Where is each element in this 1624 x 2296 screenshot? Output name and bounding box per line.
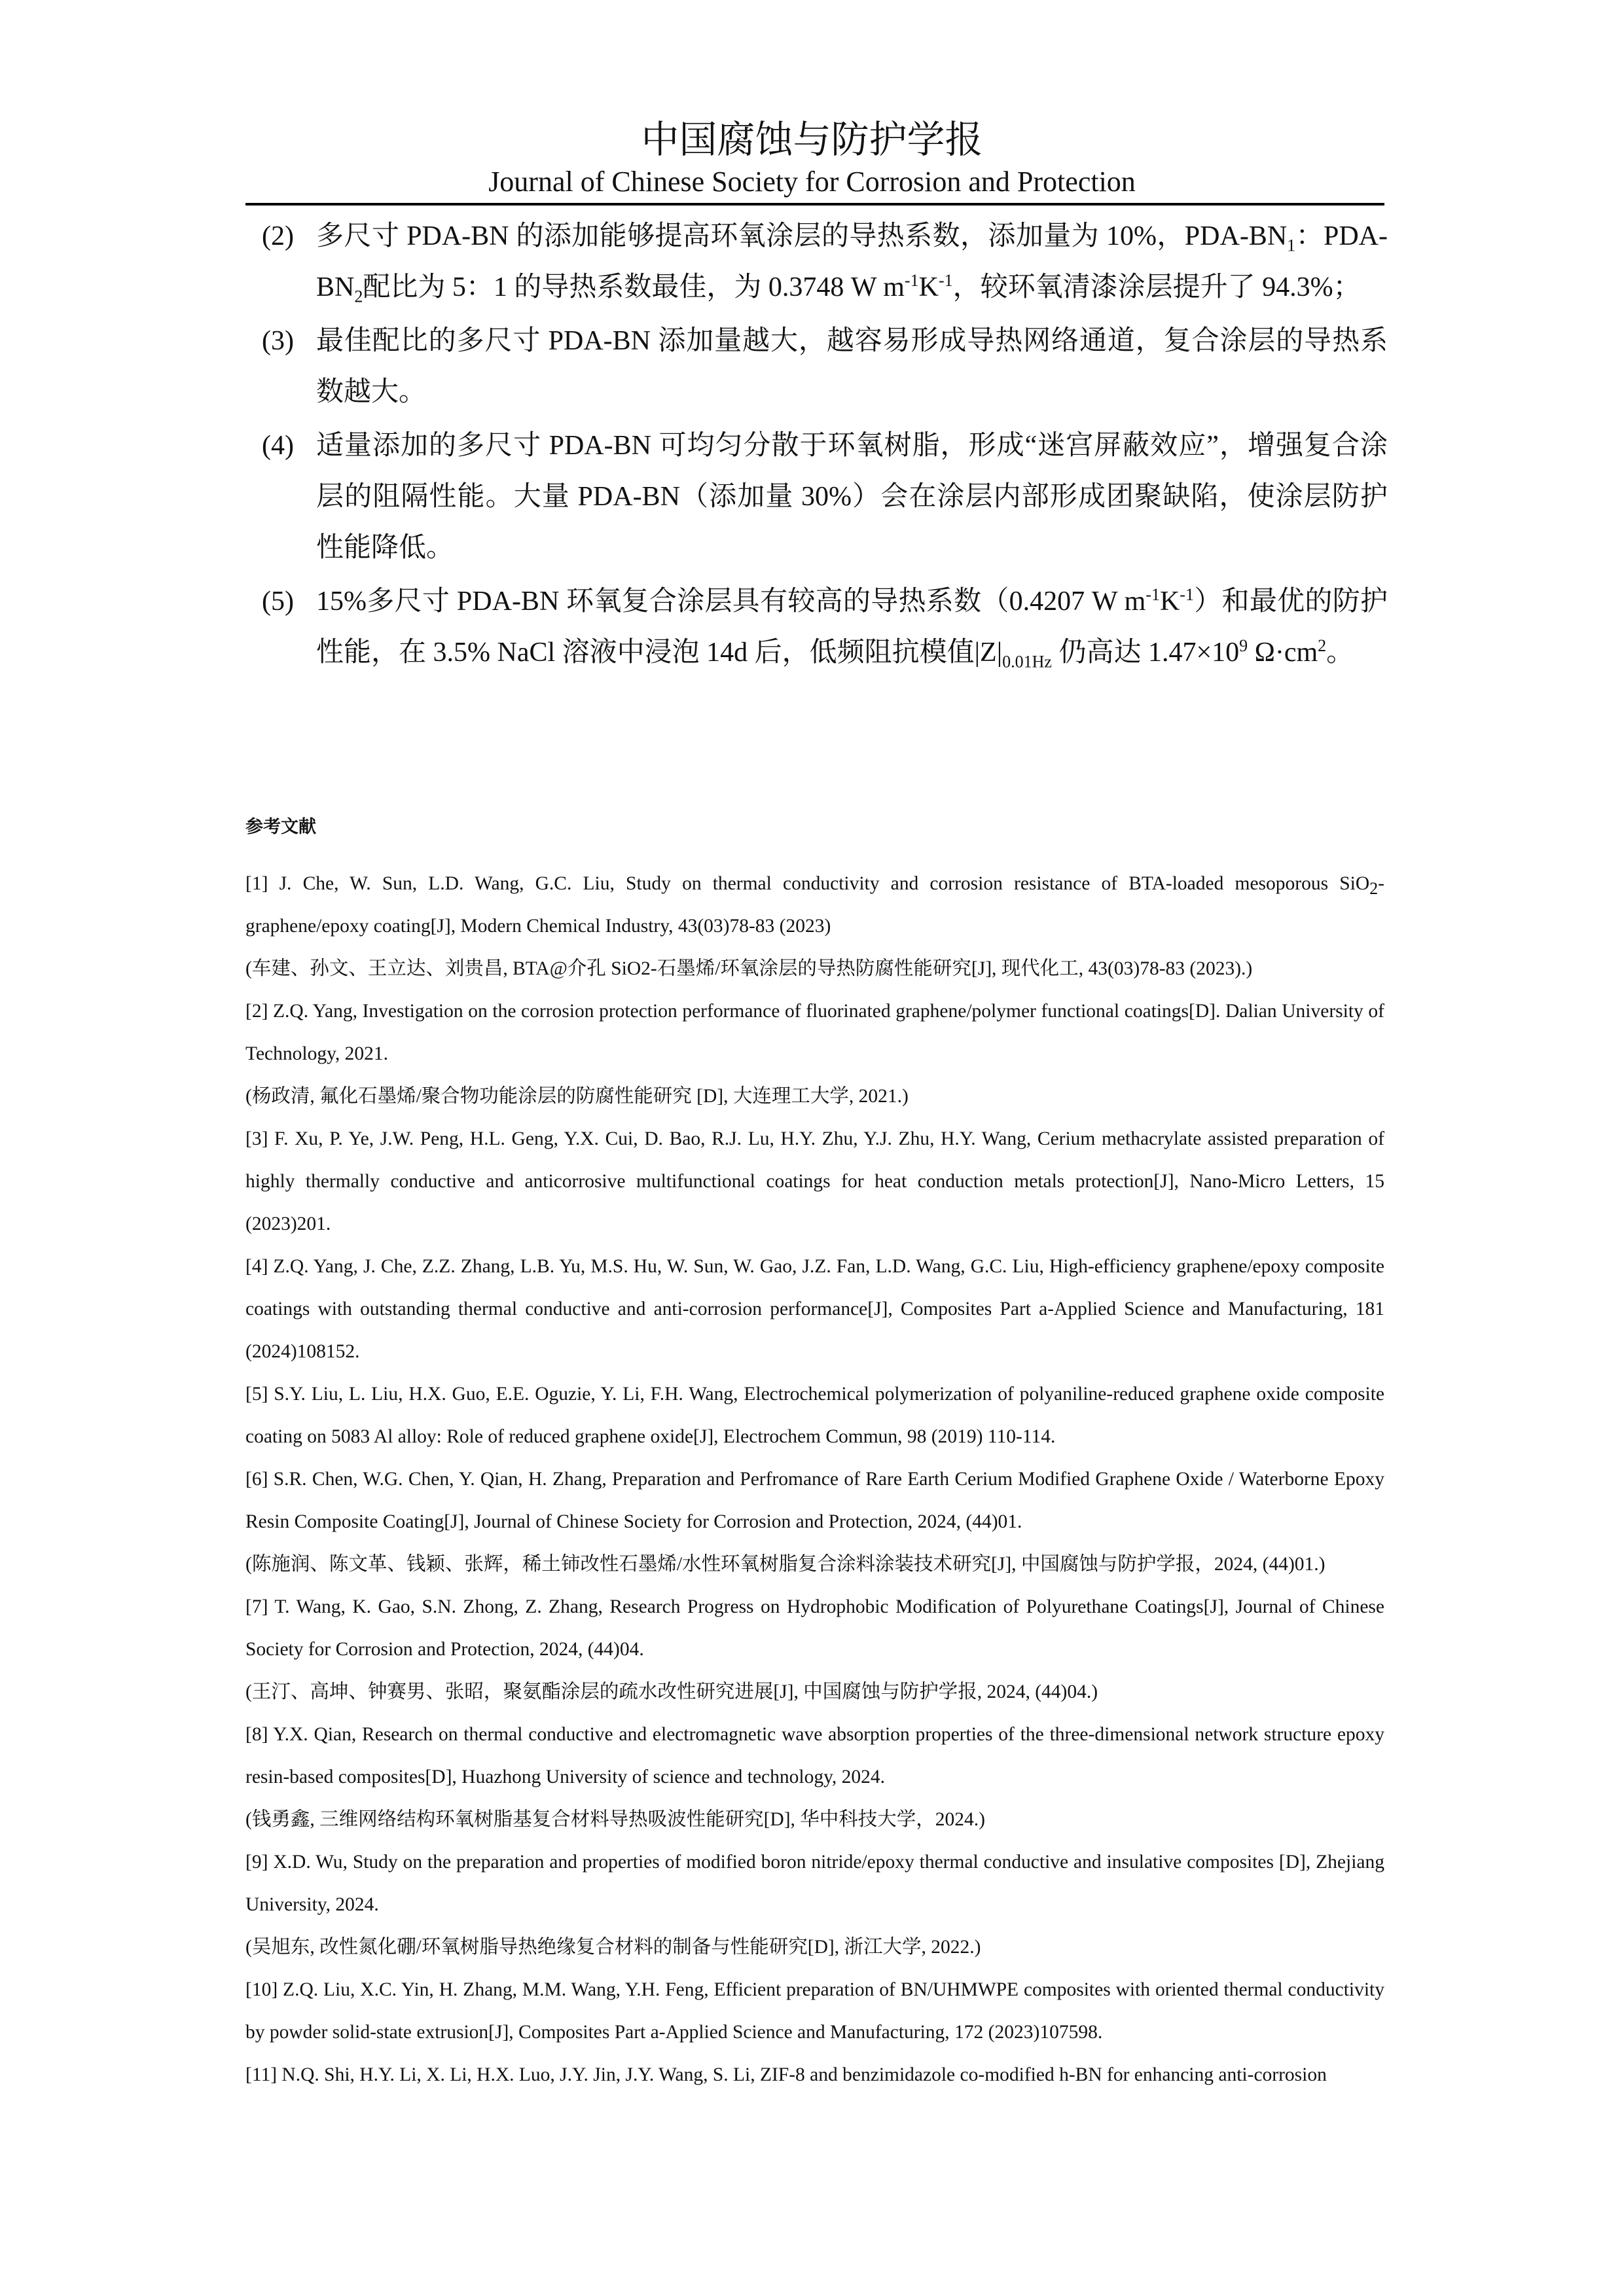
superscript: -1	[904, 271, 919, 290]
item-text: 仍高达 1.47×10	[1051, 637, 1240, 668]
item-text: 。	[1326, 637, 1354, 668]
reference-entry	[245, 863, 1384, 948]
reference-entry: [9] X.D. Wu, Study on the preparation and properties of modified boron nitride/epoxy thermal conductive and insulative composites [D], Zhejiang University, 2024.	[245, 1852, 1384, 1915]
reference-text: [1] J. Che, W. Sun, L.D. Wang, G.C. Liu, Study on thermal conductivity and corrosion resistance of BTA-loaded mesoporous SiO	[245, 873, 1370, 894]
reference-entry: [5] S.Y. Liu, L. Liu, H.X. Guo, E.E. Oguzie, Y. Li, F.H. Wang, Electrochemical polymerization of polyaniline-reduced graphene oxide composite coating on 5083 Al alloy: Role of reduced graphene oxide[J], Electrochem Commun, 98 (2019) 110-114.	[245, 1384, 1384, 1447]
reference-entry: [6] S.R. Chen, W.G. Chen, Y. Qian, H. Zhang, Preparation and Perfromance of Rare Earth Cerium Modified Graphene Oxide / Waterborne Epoxy Resin Composite Coating[J], Journal of Chinese Society for Corrosion and Protection, 2024, (44)01.	[245, 1469, 1384, 1532]
reference-translation: (陈施润、陈文革、钱颖、张辉，稀土铈改性石墨烯/水性环氧树脂复合涂料涂装技术研究[J], 中国腐蚀与防护学报，2024, (44)01.)	[245, 1554, 1326, 1575]
journal-title-en: Journal of Chinese Society for Corrosion and Protection	[488, 166, 1136, 198]
superscript: 9	[1239, 636, 1248, 655]
item-text: 配比为 5：1 的导热系数最佳，为 0.3748 W m	[363, 272, 905, 302]
header-rule	[245, 203, 1384, 206]
reference-translation: (钱勇鑫, 三维网络结构环氧树脂基复合材料导热吸波性能研究[D], 华中科技大学，2024.)	[245, 1809, 985, 1830]
conclusion-item	[262, 420, 1388, 573]
item-text: 最佳配比的多尺寸 PDA-BN 添加量越大，越容易形成导热网络通道，复合涂层的导热系数越大。	[316, 326, 1388, 407]
item-number: (5)	[262, 586, 294, 617]
item-text: K	[918, 272, 939, 302]
reference-entry: [3] F. Xu, P. Ye, J.W. Peng, H.L. Geng, Y.X. Cui, D. Bao, R.J. Lu, H.Y. Zhu, Y.J. Zhu, H.Y. Wang, Cerium methacrylate assisted preparation of highly thermally conductive and anticorrosive multifunctional coatings for heat conduction metals protection[J], Nano-Micro Letters, 15 (2023)201.	[245, 1128, 1384, 1234]
reference-translation: (车建、孙文、王立达、刘贵昌, BTA@介孔 SiO2-石墨烯/环氧涂层的导热防腐性能研究[J], 现代化工, 43(03)78-83 (2023).)	[245, 958, 1253, 979]
references-heading: 参考文献	[245, 817, 316, 837]
item-text: 多尺寸 PDA-BN 的添加能够提高环氧涂层的导热系数，添加量为 10%，PDA-BN	[316, 221, 1288, 251]
reference-translation: (吴旭东, 改性氮化硼/环氧树脂导热绝缘复合材料的制备与性能研究[D], 浙江大学, 2022.)	[245, 1937, 981, 1958]
reference-entry: [2] Z.Q. Yang, Investigation on the corrosion protection performance of fluorinated graphene/polymer functional coatings[D]. Dalian University of Technology, 2021.	[245, 1001, 1384, 1064]
conclusion-item	[262, 315, 1388, 418]
superscript: -1	[1146, 585, 1160, 604]
reference-translation: (杨政清, 氟化石墨烯/聚合物功能涂层的防腐性能研究 [D], 大连理工大学, 2021.)	[245, 1086, 909, 1107]
item-number: (3)	[262, 326, 294, 356]
reference-translation: (王汀、高坤、钟赛男、张昭，聚氨酯涂层的疏水改性研究进展[J], 中国腐蚀与防护学报, 2024, (44)04.)	[245, 1681, 1098, 1702]
reference-entry: [10] Z.Q. Liu, X.C. Yin, H. Zhang, M.M. Wang, Y.H. Feng, Efficient preparation of BN/UHMWPE composites with oriented thermal conductivity by powder solid-state extrusion[J], Composites Part a-Applied Science and Manufacturing, 172 (2023)107598.	[245, 1979, 1384, 2043]
superscript: 2	[1318, 636, 1327, 655]
item-text: ，较环氧清漆涂层提升了 94.3%；	[952, 272, 1361, 302]
item-text: Ω·cm	[1248, 637, 1318, 668]
references-list	[245, 863, 1384, 2096]
subscript: 1	[1287, 236, 1296, 255]
item-text: ：PDA-BN	[316, 221, 1388, 302]
item-text: ）和最优的防护性能，在 3.5% NaCl 溶液中浸泡 14d 后，低频阻抗模值|Z|	[316, 586, 1388, 668]
conclusion-item	[262, 211, 1388, 313]
subscript: 0.01Hz	[1002, 652, 1052, 672]
item-text: 15%多尺寸 PDA-BN 环氧复合涂层具有较高的导热系数（0.4207 W m	[316, 586, 1146, 617]
reference-text: -graphene/epoxy coating[J], Modern Chemical Industry, 43(03)78-83 (2023)	[245, 873, 1384, 937]
conclusion-item	[262, 576, 1388, 678]
item-number: (4)	[262, 431, 294, 461]
superscript: -1	[938, 271, 953, 290]
reference-entry: [8] Y.X. Qian, Research on thermal conductive and electromagnetic wave absorption properties of the three-dimensional network structure epoxy resin-based composites[D], Huazhong University of science and technology, 2024.	[245, 1724, 1384, 1787]
subscript: 2	[1369, 878, 1379, 898]
reference-entry: [4] Z.Q. Yang, J. Che, Z.Z. Zhang, L.B. Yu, M.S. Hu, W. Sun, W. Gao, J.Z. Fan, L.D. Wang, G.C. Liu, High-efficiency graphene/epoxy composite coatings with outstanding thermal conductive and anti-corrosion performance[J], Composites Part a-Applied Science and Manufacturing, 181 (2024)108152.	[245, 1256, 1384, 1362]
superscript: -1	[1180, 585, 1194, 604]
subscript: 2	[354, 287, 363, 306]
item-number: (2)	[262, 221, 294, 251]
conclusions-list	[262, 211, 1388, 681]
item-text: K	[1159, 586, 1180, 617]
reference-entry: [7] T. Wang, K. Gao, S.N. Zhong, Z. Zhang, Research Progress on Hydrophobic Modification of Polyurethane Coatings[J], Journal of Chinese Society for Corrosion and Protection, 2024, (44)04.	[245, 1596, 1384, 1660]
journal-title-cn: 中国腐蚀与防护学报	[641, 117, 983, 162]
item-text: 适量添加的多尺寸 PDA-BN 可均匀分散于环氧树脂，形成“迷宫屏蔽效应”，增强复合涂层的阻隔性能。大量 PDA-BN（添加量 30%）会在涂层内部形成团聚缺陷，使涂层防护性能降低。	[316, 431, 1388, 563]
reference-entry: [11] N.Q. Shi, H.Y. Li, X. Li, H.X. Luo, J.Y. Jin, J.Y. Wang, S. Li, ZIF-8 and benzimidazole co-modified h-BN for enhancing anti-corrosion	[245, 2064, 1327, 2085]
